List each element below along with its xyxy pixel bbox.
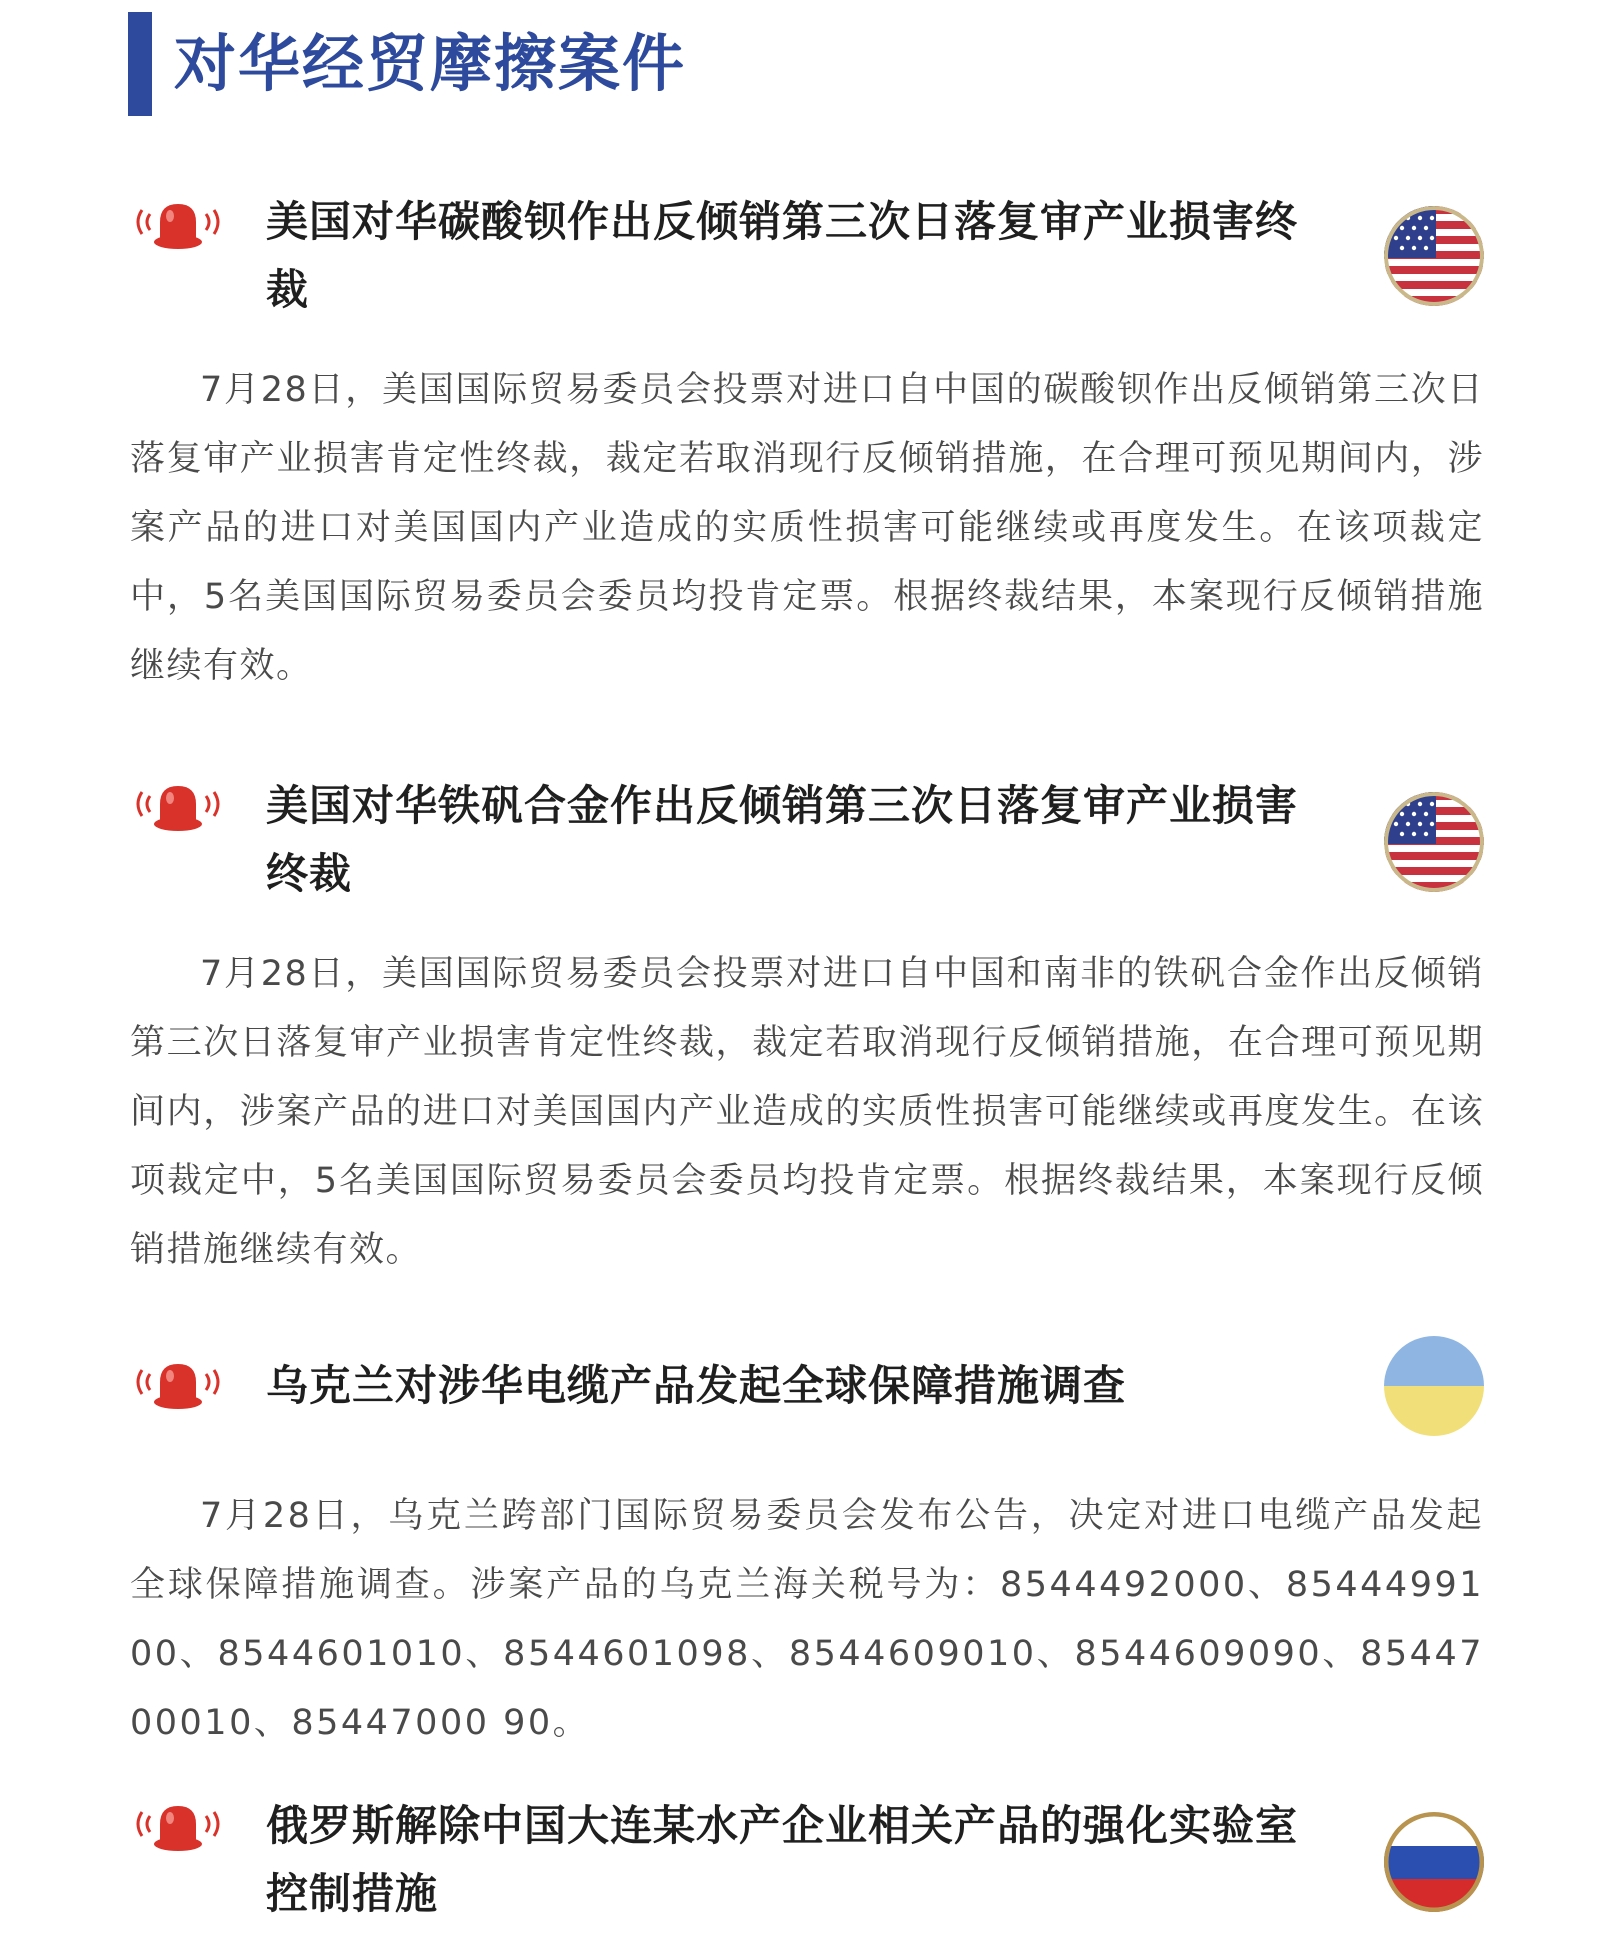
section-header [128, 12, 686, 116]
case-body: 7月28日，美国国际贸易委员会投票对进口自中国的碳酸钡作出反倾销第三次日落复审产业损害肯定性终裁，裁定若取消现行反倾销措施，在合理可预见期间内，涉案产品的进口对美国国内产业造成的实质性损害可能继续或再度发生。在该项裁定中，5名美国国际贸易委员会委员均投肯定票。根据终裁结果，本案现行反倾销措施继续有效。 [130, 370, 1484, 686]
case-title: 美国对华铁矾合金作出反倾销第三次日落复审产业损害终裁 [266, 781, 1299, 898]
alarm-bell-icon [130, 1798, 226, 1858]
alarm-bell-icon [130, 1356, 226, 1416]
ukraine-flag-icon [1384, 1336, 1484, 1436]
section-accent-bar [128, 12, 152, 116]
usa-flag-icon [1384, 206, 1484, 306]
russia-flag-icon [1384, 1812, 1484, 1912]
usa-flag-icon [1384, 792, 1484, 892]
case-title: 俄罗斯解除中国大连某水产企业相关产品的强化实验室控制措施 [266, 1801, 1299, 1918]
section-title: 对华经贸摩擦案件 [174, 27, 687, 100]
case-title: 美国对华碳酸钡作出反倾销第三次日落复审产业损害终裁 [266, 197, 1299, 314]
alarm-bell-icon [130, 778, 226, 838]
case-body: 7月28日，乌克兰跨部门国际贸易委员会发布公告，决定对进口电缆产品发起全球保障措施调查。涉案产品的乌克兰海关税号为：8544492000、8544499100、8544601010、8544601098、8544609010、8544609090、8544700010、85447000 90。 [130, 1496, 1484, 1743]
case-title: 乌克兰对涉华电缆产品发起全球保障措施调查 [266, 1361, 1127, 1410]
case-body: 7月28日，美国国际贸易委员会投票对进口自中国和南非的铁矾合金作出反倾销第三次日落复审产业损害肯定性终裁，裁定若取消现行反倾销措施，在合理可预见期间内，涉案产品的进口对美国国内产业造成的实质性损害可能继续或再度发生。在该项裁定中，5名美国国际贸易委员会委员均投肯定票。根据终裁结果，本案现行反倾销措施继续有效。 [130, 954, 1484, 1270]
alarm-bell-icon [130, 196, 226, 256]
